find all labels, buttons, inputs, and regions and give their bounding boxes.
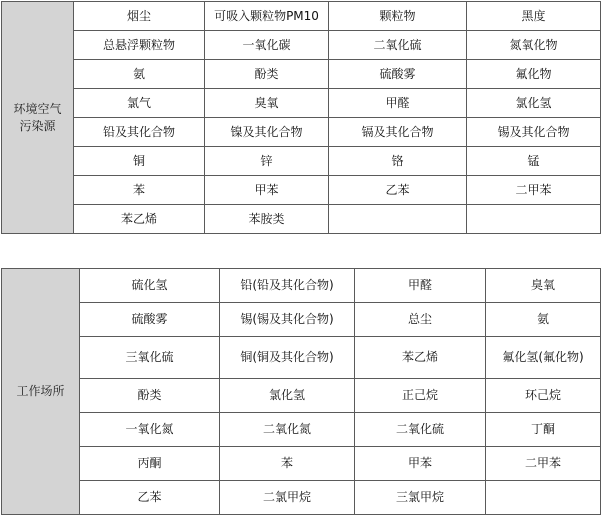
table-cell: 氯气 — [74, 89, 205, 118]
table-cell: 二氯甲烷 — [220, 481, 355, 515]
table-cell: 甲苯 — [355, 447, 486, 481]
table-row — [2, 2, 601, 31]
table-cell: 二氧化硫 — [355, 413, 486, 447]
table-cell: 镉及其化合物 — [329, 118, 467, 147]
table-row — [2, 447, 601, 481]
table-row — [2, 481, 601, 515]
table-cell: 二氧化氮 — [220, 413, 355, 447]
table-cell: 苯 — [74, 176, 205, 205]
table-row — [2, 147, 601, 176]
table-cell: 丁酮 — [486, 413, 601, 447]
table-row — [2, 413, 601, 447]
table-cell: 三氯甲烷 — [355, 481, 486, 515]
table-row — [2, 205, 601, 234]
table-cell: 二氧化硫 — [329, 31, 467, 60]
table-cell — [486, 481, 601, 515]
table-row — [2, 269, 601, 303]
table-cell: 黑度 — [467, 2, 601, 31]
table-cell: 氮氧化物 — [467, 31, 601, 60]
table-row — [2, 337, 601, 379]
table-cell: 一氧化碳 — [205, 31, 329, 60]
table-cell: 硫酸雾 — [80, 303, 220, 337]
workplace-table — [1, 268, 601, 515]
table-cell: 甲苯 — [205, 176, 329, 205]
table-cell: 苯 — [220, 447, 355, 481]
table-cell: 臭氧 — [205, 89, 329, 118]
table-cell: 三氧化硫 — [80, 337, 220, 379]
table-cell: 一氧化氮 — [80, 413, 220, 447]
table-row — [2, 303, 601, 337]
table-row — [2, 60, 601, 89]
table-cell: 正己烷 — [355, 379, 486, 413]
table-cell: 铜 — [74, 147, 205, 176]
table-cell: 锡(锡及其化合物) — [220, 303, 355, 337]
table-cell: 总尘 — [355, 303, 486, 337]
table-cell: 锰 — [467, 147, 601, 176]
table-cell: 总悬浮颗粒物 — [74, 31, 205, 60]
table-cell: 烟尘 — [74, 2, 205, 31]
table-cell: 环己烷 — [486, 379, 601, 413]
table-cell: 苯乙烯 — [74, 205, 205, 234]
table-cell: 氨 — [74, 60, 205, 89]
table-cell — [467, 205, 601, 234]
table-cell: 二甲苯 — [486, 447, 601, 481]
table-cell: 苯胺类 — [205, 205, 329, 234]
table-cell: 铅及其化合物 — [74, 118, 205, 147]
category-label-line-1: 环境空气 — [13, 101, 62, 116]
table-row — [2, 89, 601, 118]
table-cell: 氟化氢(氟化物) — [486, 337, 601, 379]
table-cell: 氟化物 — [467, 60, 601, 89]
table-row — [2, 379, 601, 413]
air-category-label — [2, 2, 74, 234]
table-cell: 硫酸雾 — [329, 60, 467, 89]
table-cell: 铬 — [329, 147, 467, 176]
table-cell: 镍及其化合物 — [205, 118, 329, 147]
table-cell: 丙酮 — [80, 447, 220, 481]
table-cell — [329, 205, 467, 234]
table-cell: 苯乙烯 — [355, 337, 486, 379]
table-cell: 氨 — [486, 303, 601, 337]
category-label-line-2: 污染源 — [19, 118, 56, 133]
table-cell: 锡及其化合物 — [467, 118, 601, 147]
table-cell: 二甲苯 — [467, 176, 601, 205]
table-cell: 颗粒物 — [329, 2, 467, 31]
table-cell: 铅(铅及其化合物) — [220, 269, 355, 303]
table-cell: 氯化氢 — [467, 89, 601, 118]
table-cell: 硫化氢 — [80, 269, 220, 303]
table-cell: 锌 — [205, 147, 329, 176]
table-row — [2, 176, 601, 205]
air-pollution-source-table — [1, 1, 601, 234]
table-cell: 乙苯 — [329, 176, 467, 205]
workplace-category-label: 工作场所 — [2, 269, 80, 515]
table-cell: 可吸入颗粒物PM10 — [205, 2, 329, 31]
table-cell: 臭氧 — [486, 269, 601, 303]
table-cell: 甲醛 — [355, 269, 486, 303]
table-cell: 酚类 — [205, 60, 329, 89]
table-row — [2, 118, 601, 147]
table-cell: 酚类 — [80, 379, 220, 413]
table-cell: 甲醛 — [329, 89, 467, 118]
table-cell: 乙苯 — [80, 481, 220, 515]
table-cell: 氯化氢 — [220, 379, 355, 413]
table-cell: 铜(铜及其化合物) — [220, 337, 355, 379]
table-row — [2, 31, 601, 60]
